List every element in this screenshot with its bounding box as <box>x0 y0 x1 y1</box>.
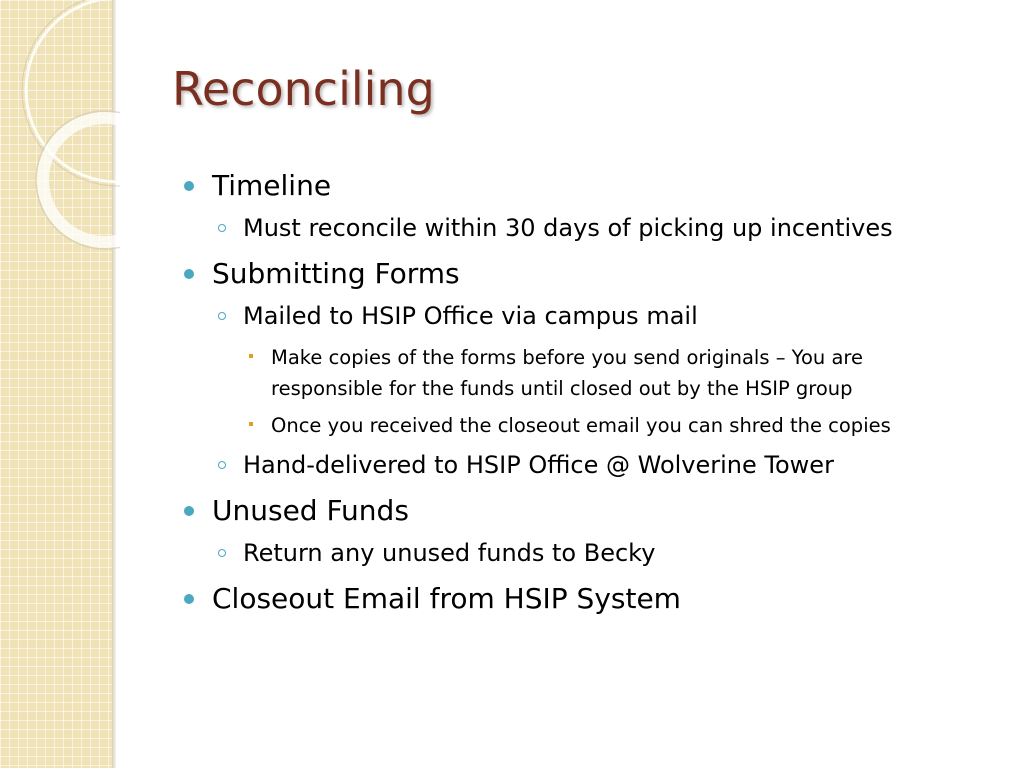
ring-bullet-icon <box>218 461 226 469</box>
sub-bullet-text: Hand-delivered to HSIP Office @ Wolverine Tower <box>243 451 834 479</box>
bullet-item <box>180 166 1000 206</box>
sub-bullet-item <box>180 447 1000 483</box>
square-bullet-icon <box>249 422 253 426</box>
sub-sub-bullet-item <box>180 342 971 404</box>
bullet-item <box>180 579 1000 619</box>
sub-bullet-text: Return any unused funds to Becky <box>243 539 656 567</box>
bullet-dot-icon <box>184 506 194 516</box>
ring-bullet-icon <box>218 549 226 557</box>
sub-bullet-text: Mailed to HSIP Office via campus mail <box>243 302 698 330</box>
bullet-dot-icon <box>184 181 194 191</box>
sub-bullet-item <box>180 210 1000 246</box>
decorative-circles <box>0 0 120 260</box>
bullet-text: Submitting Forms <box>212 257 460 290</box>
ring-bullet-icon <box>218 312 226 320</box>
bullet-item <box>180 254 1000 294</box>
bullet-text: Unused Funds <box>212 494 409 527</box>
square-bullet-icon <box>249 354 253 358</box>
bullet-text: Timeline <box>212 169 332 202</box>
sub-bullet-item <box>180 535 1000 571</box>
sub-sub-bullet-text: Make copies of the forms before you send originals – You are responsible for the funds until closed out by the HSIP group <box>271 346 863 400</box>
bullet-item <box>180 491 1000 531</box>
sub-bullet-text: Must reconcile within 30 days of picking up incentives <box>243 214 893 242</box>
slide-title: Reconciling <box>172 62 435 116</box>
sub-sub-bullet-text: Once you received the closeout email you can shred the copies <box>271 414 891 437</box>
sub-bullet-item <box>180 298 1000 334</box>
bullet-dot-icon <box>184 269 194 279</box>
bullet-text: Closeout Email from HSIP System <box>212 582 681 615</box>
sub-sub-bullet-item <box>180 410 971 441</box>
slide-body <box>180 166 1000 623</box>
bullet-dot-icon <box>184 594 194 604</box>
ring-bullet-icon <box>218 224 226 232</box>
